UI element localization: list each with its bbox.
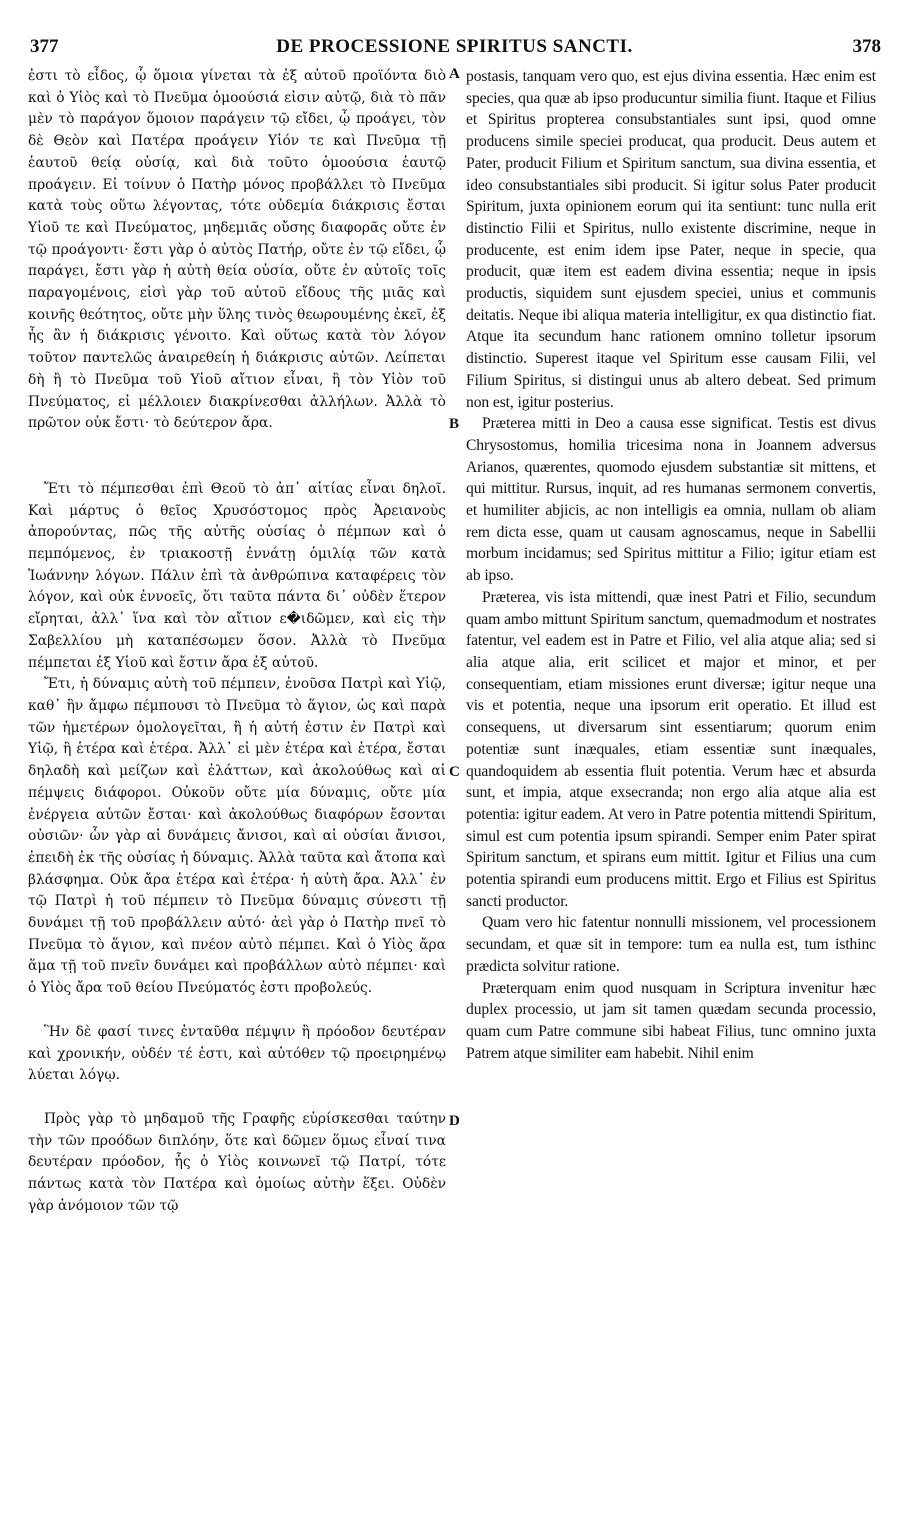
greek-column	[28, 66, 446, 1217]
margin-letter-d: D	[449, 1113, 460, 1129]
latin-paragraph: Quam vero hic fatentur nonnulli missionem, vel processionem secundam, et quæ sit in tempore: tum ea nulla est, tum isthinc prædicta solvitur ratione.	[466, 914, 876, 975]
greek-paragraph: Ἔτι, ἡ δύναμις αὐτὴ τοῦ πέμπειν, ἐνοῦσα Πατρὶ καὶ Υἱῷ, καθ᾽ ἣν ἄμφω πέμπουσι τὸ Πνεῦμα τὸ ἅγιον, ὡς καὶ παρὰ τῶν ἡμετέρων ὁμολογεῖται, ἢ ἡ αὐτή ἐστιν ἐν Πατρὶ καὶ Υἱῷ, ἢ ἑτέρα καὶ ἑτέρα. Ἀλλ᾽ εἰ μὲν ἑτέρα καὶ ἑτέρα, ἔσται δηλαδὴ καὶ μείζων καὶ ἐλάττων, καὶ ἀκολούθως καὶ αἱ πέμψεις διάφοροι. Οὐκοῦν οὔτε μία δύναμις, οὔτε μία ἐνέργεια αὐτῶν ἔσται· καὶ ἀκολούθως διαφόρων ἔσονται οὐσιῶν· ὧν γὰρ αἱ δυνάμεις ἄνισοι, καὶ αἱ οὐσίαι ἄνισοι, ἐπειδὴ ἐκ τῆς οὐσίας ἡ δύναμις. Ἀλλὰ ταῦτα καὶ ἄτοπα καὶ βλάσφημα. Οὐκ ἄρα ἑτέρα καὶ ἑτέρα· ἡ αὐτὴ ἄρα. Ἀλλ᾽ ἐν τῷ Πατρὶ ἡ τοῦ πέμπειν τὸ Πνεῦμα δύναμις σύνεστι τῇ δυνάμει τῇ τοῦ προβάλλειν αὐτό· ἀεὶ γὰρ ὁ Πατὴρ πνεῖ τὸ Πνεῦμα τὸ ἅγιον, καὶ πνέον αὐτὸ πέμπει. Καὶ ὁ Υἱὸς ἄρα ἅμα τῇ τοῦ πνεῖν δυνάμει καὶ προβάλλων αὐτὸ πέμπει· καὶ ὁ Υἱὸς ἄρα τοῦ θείου Πνεύματός ἐστι προβολεύς.	[28, 676, 446, 997]
greek-paragraph: Ἔτι τὸ πέμπεσθαι ἐπὶ Θεοῦ τὸ ἀπ᾽ αἰτίας εἶναι δηλοῖ. Καὶ μάρτυς ὁ θεῖος Χρυσόστομος πρὸς Ἀρειανοὺς ἀπορούντας, πῶς τῆς αὐτῆς οὐσίας ὁ πέμπων καὶ ὁ πεμπόμενος, ἐν τριακοστῇ ἐννάτῃ ὁμιλίᾳ τῶν κατὰ Ἰωάννην λόγων. Πάλιν ἐπὶ τὰ ἀνθρώπινα καταφέρεις τὸν λόγον, καὶ οὐκ ἐννοεῖς, ὅτι ταῦτα πάντα δι᾽ οὐδὲν ἕτερον εἴρηται, ἀλλ᾽ ἵνα καὶ τὸν αἴτιον ε�ιδῶμεν, καὶ εἰς τὴν Σαβελλίου μὴ καταπέσωμεν ὅσον. Ἀλλὰ τὸ Πνεῦμα πέμπεται ἐξ Υἱοῦ καὶ ἔστιν ἄρα ἐξ αὐτοῦ.	[28, 480, 446, 671]
running-title: DE PROCESSIONE SPIRITUS SANCTI.	[276, 36, 633, 57]
latin-paragraph: Præterea, vis ista mittendi, quæ inest Patri et Filio, secundum quam ambo mittunt Spiritum sanctum, quemadmodum et nostrates fatentur, vel eadem est in Patre et Filio, vel alia atque alia; sed si alia atque alia, erit scilicet et major et minor, et per consequentiam, etiam missiones erunt diversæ; igitur neque una vis et potentia, neque una ipsorum erit operatio. Et illud est consequens, ut diversarum sint essentiarum; quorum enim potentiæ sunt inæquales, etiam essentiæ sunt inæquales, quandoquidem ab essentia fluit potentia. Verum hæc et absurda sunt, et impia, atque exsecranda; non ergo alia atque alia est potentia: igitur eadem. At vero in Patre potentia mittendi Spiritum, simul est cum potentia ipsum spirandi. Semper enim Pater spirat Spiritum sanctum, et spirans eum mittit. Igitur et Filius una cum potentia spirandi eum producens mittit. Ergo et Filius est Spiritus sancti productor.	[466, 588, 876, 910]
margin-letter-a: A	[449, 66, 460, 82]
page-number-right: 378	[852, 36, 881, 57]
page-number-left: 377	[30, 36, 59, 57]
greek-paragraph: ἐστι τὸ εἶδος, ᾧ ὅμοια γίνεται τὰ ἐξ αὐτοῦ προϊόντα διὸ καὶ ὁ Υἱὸς καὶ τὸ Πνεῦμα ὁμοούσιά εἰσιν αὐτῷ, διὰ τὸ πᾶν μὲν τὸ παράγον ὅμοιον παράγειν τῷ εἴδει, ᾧ προάγει, τὸν δὲ Θεὸν καὶ Πατέρα προάγειν Υἱόν τε καὶ Πνεῦμα τῇ ἑαυτοῦ θείᾳ οὐσίᾳ, καὶ διὰ τοῦτο ὁμοούσια ἑαυτῷ προάγειν. Εἰ τοίνυν ὁ Πατὴρ μόνος προβάλλει τὸ Πνεῦμα κατὰ τοὺς οὕτω λέγοντας, τότε οὐδεμία διάκρισις ἔσται Υἱοῦ τε καὶ Πνεύματος, μηδεμιᾶς οὔσης διαφορᾶς οὔτε ἐν τῷ προάγοντι· ἔστι γὰρ ὁ αὐτὸς Πατήρ, οὔτε ἐν τῷ εἴδει, ᾧ παράγει, ἔστι γὰρ ἡ αὐτὴ θεία οὐσία, οὔτε ἐν αὐτοῖς τοῖς παραγομένοις, εἰσὶ γὰρ τοῦ αὐτοῦ εἴδους τῆς μιᾶς καὶ κοινῆς θεότητος, οὔτε μὴν ὕλης τινὸς θεωρουμένης ἐκεῖ, ἐξ ἧς ἂν ἡ διάκρισις γένοιτο. Καὶ οὕτως κατὰ τὸν λόγον τοῦτον παντελῶς ἀναιρεθείη ἡ διάκρισις αὐτῶν. Λείπεται δὴ ἢ τὸ Πνεῦμα τοῦ Υἱοῦ αἴτιον εἶναι, ἢ τὸν Υἱὸν τοῦ Πνεύματος, εἰ μέλλοιεν διακρίνεσθαι ἀλλήλων. Ἀλλὰ τὸ πρῶτον οὐκ ἔστι· τὸ δεύτερον ἄρα.	[28, 68, 446, 432]
margin-letter-c: C	[449, 764, 460, 780]
running-header	[0, 36, 909, 60]
latin-paragraph: Præterea mitti in Deo a causa esse significat. Testis est divus Chrysostomus, homilia tricesima nona in Joannem adversus Arianos, quærentes, quomodo ejusdem substantiæ sit mittens, et qui mittitur. Rursus, inquit, ad res humanas sermonem convertis, et humiliter abjicis, ac non intelligis ea omnia, nullam ob aliam rem dicta esse, quam ut causam agnoscamus, neque in Sabellii morbum incidamus; sed Spiritus mittitur a Filio; igitur etiam est ab ipso.	[466, 415, 876, 585]
greek-paragraph: Ἣν δὲ φασί τινες ἐνταῦθα πέμψιν ἢ πρόοδον δευτέραν καὶ χρονικήν, οὐδέν τέ ἐστι, καὶ αὐτόθεν τῷ προειρημένῳ λύεται λόγῳ.	[28, 1023, 446, 1084]
greek-paragraph: Πρὸς γὰρ τὸ μηδαμοῦ τῆς Γραφῆς εὑρίσκεσθαι ταύτην τὴν τῶν προόδων διπλόην, ὅτε καὶ δῶμεν ὅμως εἶναί τινα δευτέραν πρόοδον, ἧς ὁ Υἱὸς κοινωνεῖ τῷ Πατρί, τότε πάντως κατὰ τὸν Πατέρα καὶ ὁμοίως αὐτὴν ἕξει. Οὐδὲν γὰρ ἀνόμοιον τῶν τῷ	[28, 1110, 446, 1214]
latin-paragraph: Præterquam enim quod nusquam in Scriptura invenitur hæc duplex processio, ut jam sit tamen quædam secunda processio, quam cum Patre commune sibi habeat Filius, tunc omnino juxta Patrem atque similiter eam habebit. Nihil enim	[466, 979, 876, 1062]
latin-column	[466, 66, 876, 1064]
margin-letter-b: B	[449, 416, 460, 432]
latin-paragraph: postasis, tanquam vero quo, est ejus divina essentia. Hæc enim est species, qua quæ ab ipso producuntur similia fiunt. Itaque et Filius et Spiritus propterea consubstantiales sunt ipsi, quod omne producens simile speciei producat, qua producit. Deus autem et Pater, producit Filium et Spiritum sanctum, sua divina essentia, et ideo consubstantiales sibi producit. Si igitur solus Pater producit Spiritum, juxta opinionem eorum qui ita sentiunt: tunc nulla erit distinctio Filii et Spiritus, nullo existente discrimine, neque in producente, est enim idem ipse Pater, neque in specie, qua producit, quæ item est eadem divina essentia; neque in ipsis productis, siquidem sunt ejusdem speciei, unius et communis deitatis. Neque ibi aliqua materia intelligitur, ex qua distinctio fiat. Atque ita secundum hanc rationem omnino tolletur ipsorum distinctio. Superest itaque vel Spiritum esse causam Filii, vel Filium Spiritus, si distingui unus ab altero debeat. Sed primum non est, igitur posterius.	[466, 68, 876, 411]
